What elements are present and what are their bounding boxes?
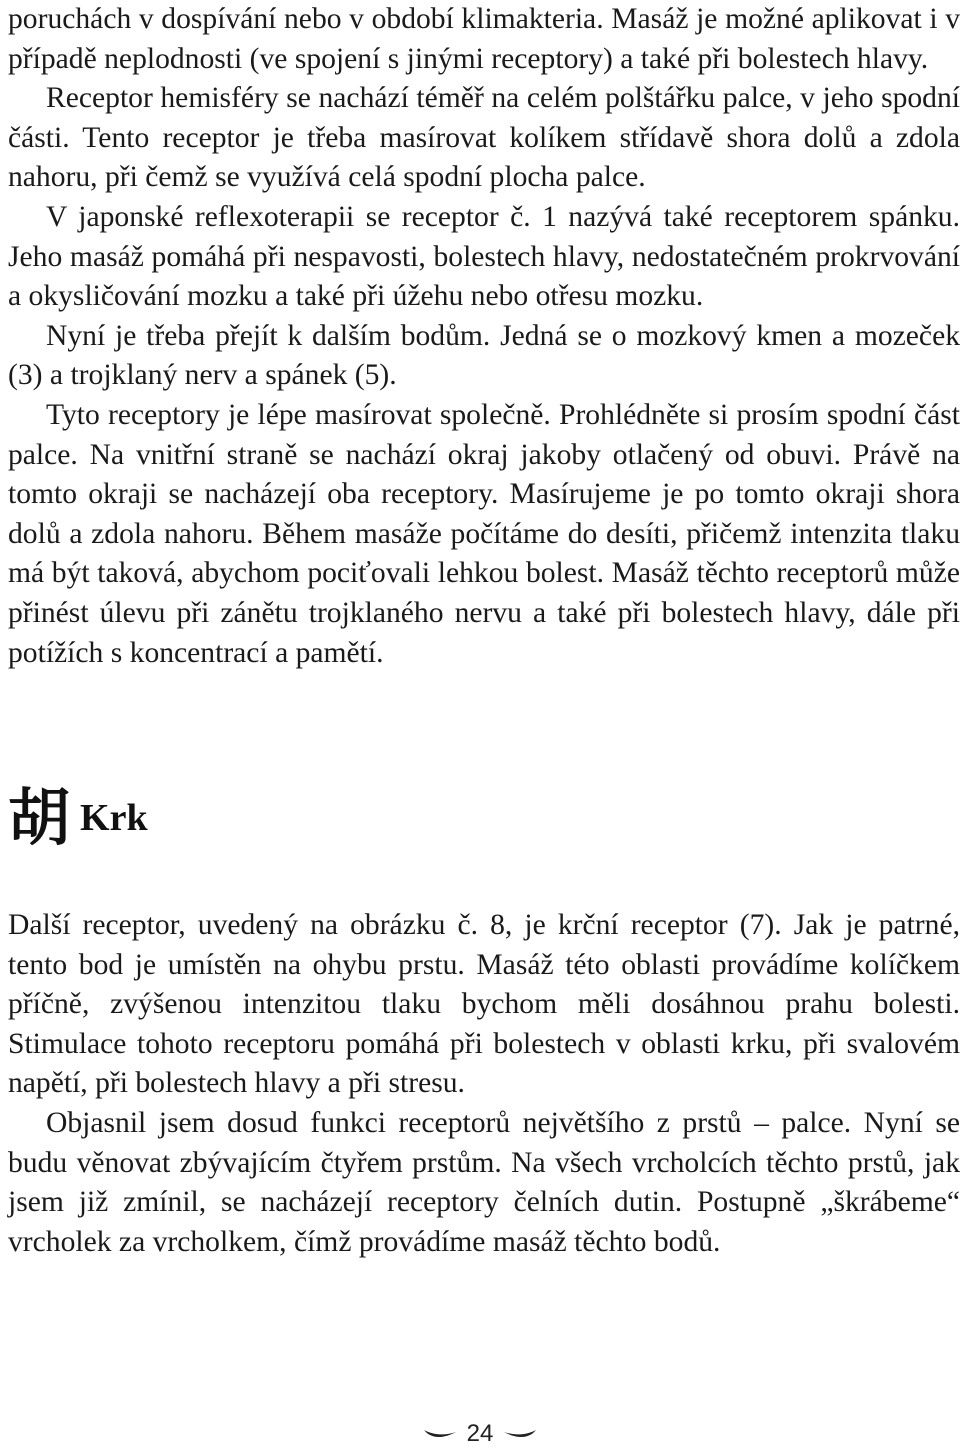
top-text-block bbox=[8, 0, 960, 673]
paragraph: poruchách v dospívání nebo v období klimakteria. Masáž je možné aplikovat i v případě neplodnosti (ve spojení s jinými receptory) a také při bolestech hlavy. bbox=[8, 3, 960, 75]
paragraph: Tyto receptory je lépe masírovat společně. Prohlédněte si prosím spodní část palce. Na vnitřní straně se nachází okraj jakoby otlačený od obuvi. Právě na tomto okraji se nacházejí oba receptory. Masírujeme je po tomto okraji shora dolů a zdola nahoru. Během masáže počítáme do desíti, přičemž intenzita tlaku má být taková, abychom pociťovali lehkou bolest. Masáž těchto receptorů může přinést úlevu při zánětu trojklaného nervu a také při bolestech hlavy, dále při potížích s koncentrací a pamětí. bbox=[8, 398, 960, 669]
right-swash-ornament-icon bbox=[503, 1427, 537, 1441]
page-footer bbox=[0, 1416, 960, 1452]
left-swash-ornament-icon bbox=[423, 1427, 457, 1441]
page-number: 24 bbox=[466, 1420, 494, 1447]
paragraph: Objasnil jsem dosud funkci receptorů největšího z prstů – palce. Nyní se budu věnovat zbývajícím čtyřem prstům. Na všech vrcholcích těchto prstů, jak jsem již zmínil, se nacházejí receptory čelních dutin. Postupně „škrábeme“ vrcholek za vrcholkem, čímž provádíme masáž těchto bodů. bbox=[8, 1106, 960, 1258]
paragraph: Další receptor, uvedený na obrázku č. 8, je krční receptor (7). Jak je patrné, tento bod je umístěn na ohybu prstu. Masáž této oblasti provádíme kolíčkem příčně, zvýšenou intenzitou tlaku bychom měli dosáhnou prahu bolesti. Stimulace tohoto receptoru pomáhá při bolestech v oblasti krku, při svalovém napětí, při bolestech hlavy a při stresu. bbox=[8, 909, 960, 1100]
paragraph: Nyní je třeba přejít k dalším bodům. Jedná se o mozkový kmen a mozeček (3) a trojklaný nerv a spánek (5). bbox=[8, 319, 960, 392]
paragraph: V japonské reflexoterapii se receptor č. 1 nazývá také receptorem spánku. Jeho masáž pomáhá při nespavosti, bolestech hlavy, nedostatečném prokrvování a okysličování mozku a také při úžehu nebo otřesu mozku. bbox=[8, 200, 960, 313]
section-title: Krk bbox=[80, 797, 148, 839]
bottom-text-block bbox=[8, 906, 960, 1262]
paragraph: Receptor hemisféry se nachází téměř na celém polštářku palce, v jeho spodní části. Tento receptor je třeba masírovat kolíkem střídavě shora dolů a zdola nahoru, při čemž se využívá celá spodní plocha palce. bbox=[8, 82, 960, 194]
section-heading bbox=[8, 778, 148, 858]
chinese-character-icon: 胡 bbox=[8, 781, 71, 854]
